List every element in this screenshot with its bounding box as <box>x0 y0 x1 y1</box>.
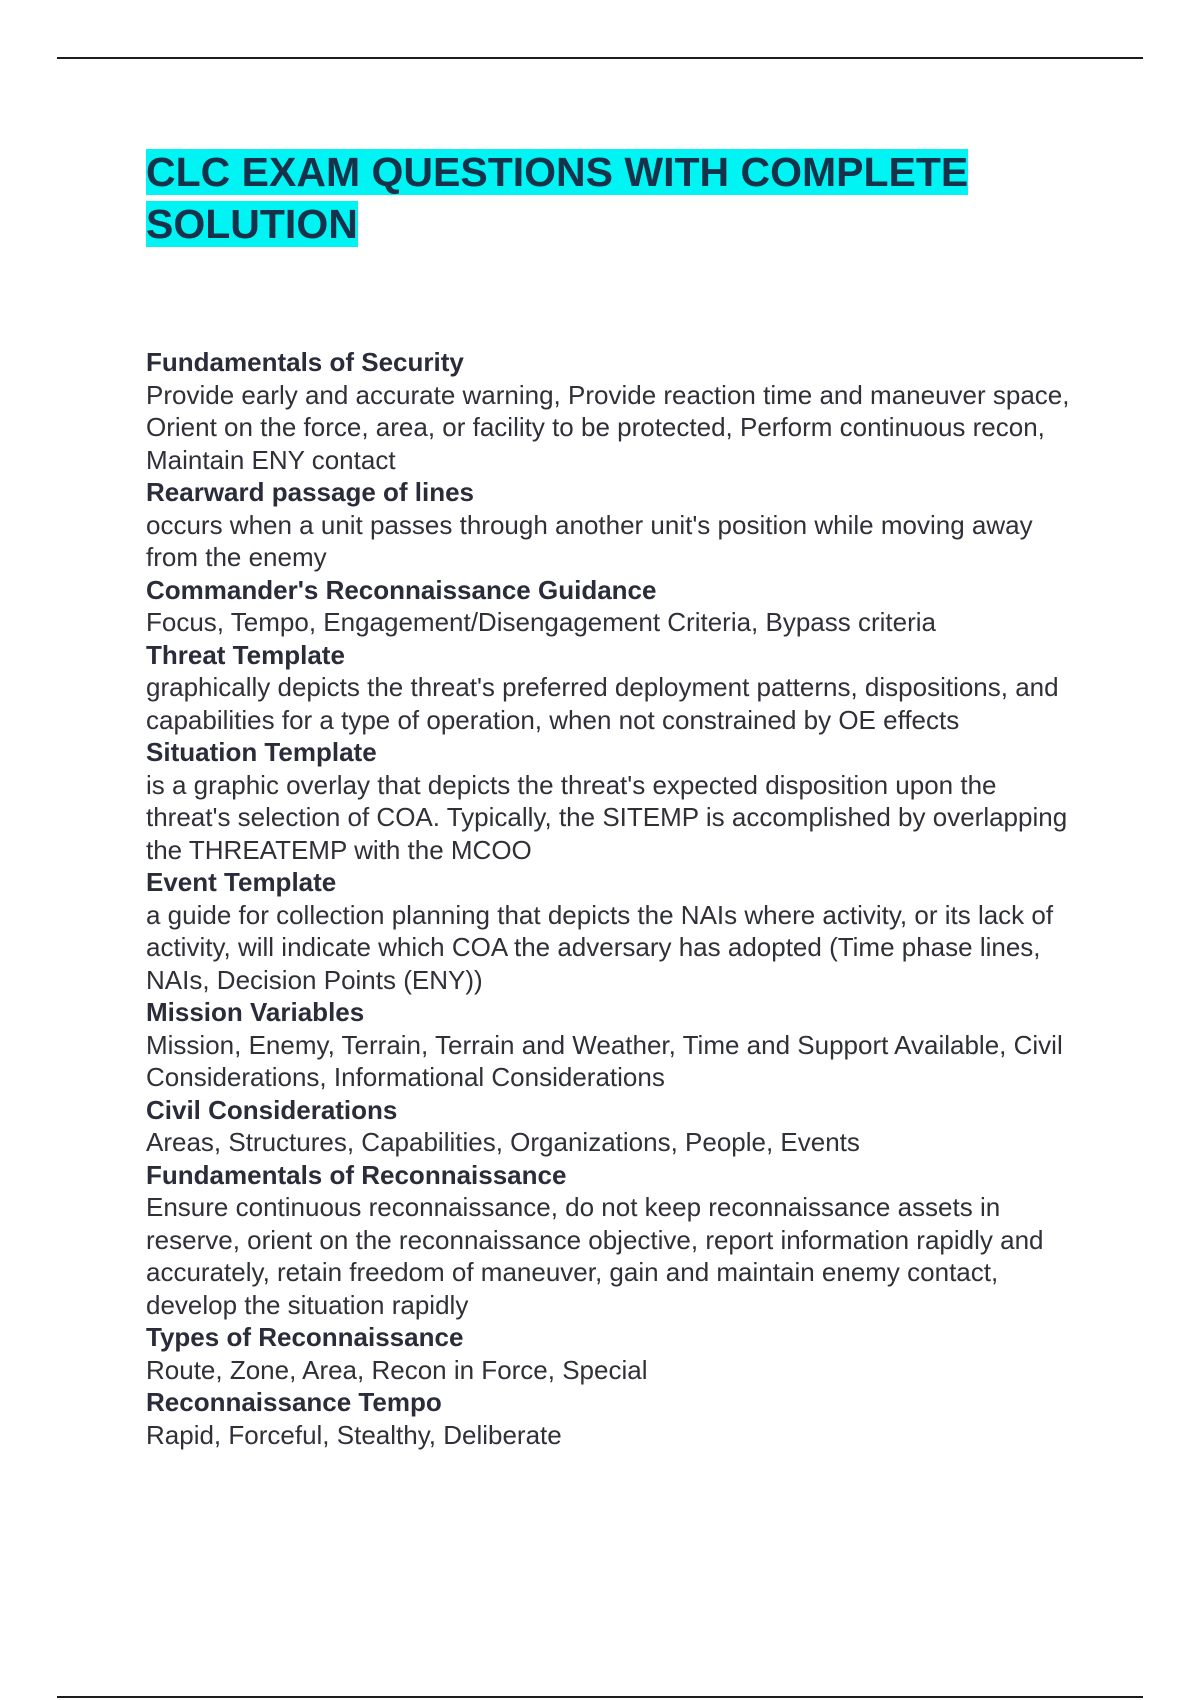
entry-term: Types of Reconnaissance <box>146 1322 464 1352</box>
title-highlight: CLC EXAM QUESTIONS WITH COMPLETE SOLUTION <box>146 149 969 247</box>
entry-definition: Route, Zone, Area, Recon in Force, Special <box>146 1354 648 1385</box>
entry-term: Event Template <box>146 867 337 897</box>
entry <box>146 996 1086 1094</box>
entry-definition: is a graphic overlay that depicts the threat's expected disposition upon the threat's selection of COA. Typically, the SITEMP is accomplished by overlapping the THREATEMP with the MCOO <box>146 769 1068 865</box>
entry-definition: a guide for collection planning that depicts the NAIs where activity, or its lack of activity, will indicate which COA the adversary has adopted (Time phase lines, NAIs, Decision Points (ENY)) <box>146 899 1054 995</box>
entry-term: Civil Considerations <box>146 1094 398 1125</box>
entry-term: Situation Template <box>146 737 377 767</box>
entry-term: Fundamentals of Reconnaissance <box>146 1159 567 1190</box>
entry-definition: occurs when a unit passes through another unit's position while moving away from the enemy <box>146 509 1033 572</box>
entry-definition: Provide early and accurate warning, Provide reaction time and maneuver space, Orient on the force, area, or facility to be protected, Perform continuous recon, Maintain ENY contact <box>146 379 1070 475</box>
entry <box>146 476 1086 574</box>
entry-definition: Mission, Enemy, Terrain, Terrain and Weather, Time and Support Available, Civil Considerations, Informational Considerations <box>146 1029 1063 1092</box>
entry <box>146 1321 1086 1386</box>
entry-term: Commander's Reconnaissance Guidance <box>146 574 657 605</box>
entry <box>146 574 1086 639</box>
entry <box>146 736 1086 866</box>
bottom-rule <box>57 1696 1143 1698</box>
document-title <box>146 146 1066 250</box>
entry-term: Threat Template <box>146 639 345 670</box>
entry-definition: Rapid, Forceful, Stealthy, Deliberate <box>146 1419 562 1450</box>
title-block <box>146 146 1066 250</box>
entry <box>146 346 1086 476</box>
document-body <box>146 346 1086 1451</box>
entry-definition: Ensure continuous reconnaissance, do not keep reconnaissance assets in reserve, orient on the reconnaissance objective, report information rapidly and accurately, retain freedom of maneuver, gain and maintain enemy contact, develop the situation rapidly <box>146 1192 1044 1320</box>
entry-term: Rearward passage of lines <box>146 477 475 507</box>
entry <box>146 1094 1086 1159</box>
entry-term: Mission Variables <box>146 997 365 1027</box>
entry-term: Reconnaissance Tempo <box>146 1387 442 1417</box>
entry <box>146 866 1086 996</box>
entry <box>146 1159 1086 1322</box>
entry <box>146 1386 1086 1451</box>
entry <box>146 639 1086 737</box>
top-rule <box>57 57 1143 59</box>
entry-definition: Areas, Structures, Capabilities, Organizations, People, Events <box>146 1127 860 1157</box>
entry-definition: Focus, Tempo, Engagement/Disengagement Criteria, Bypass criteria <box>146 607 937 637</box>
entry-term: Fundamentals of Security <box>146 347 464 377</box>
entry-definition: graphically depicts the threat's preferred deployment patterns, dispositions, and capabilities for a type of operation, when not constrained by OE effects <box>146 672 1059 735</box>
